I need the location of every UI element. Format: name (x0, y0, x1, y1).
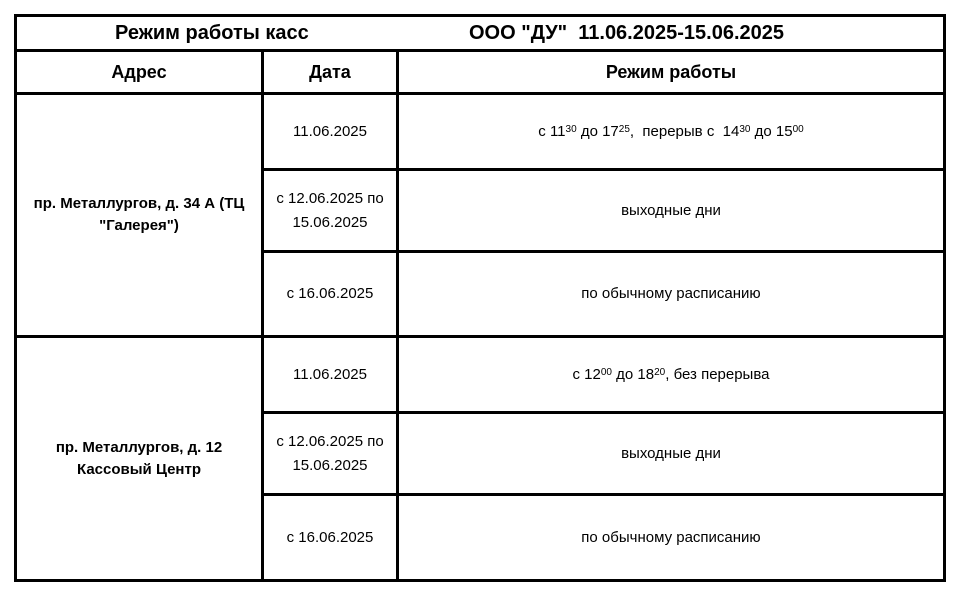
mode-cell: выходные дни (399, 414, 943, 496)
mode-cell: по обычному расписанию (399, 253, 943, 338)
table-title: Режим работы касс (115, 22, 309, 44)
date-cell: 11.06.2025 (264, 338, 399, 414)
column-header-address: Адрес (17, 52, 264, 95)
mode-cell (399, 338, 943, 414)
title-row (17, 17, 943, 52)
date-cell: 11.06.2025 (264, 95, 399, 171)
date-cell: с 12.06.2025 по 15.06.2025 (264, 414, 399, 496)
address-cell: пр. Металлургов, д. 34 А (ТЦ "Галерея") (17, 95, 264, 338)
company-period: ООО "ДУ" 11.06.2025-15.06.2025 (469, 22, 784, 44)
column-header-date: Дата (264, 52, 399, 95)
mode-cell: выходные дни (399, 171, 943, 253)
mode-text: с $11^{30}$ до $17^{25}$, перерыв с $14^{30}$ до $15^{00}$ (538, 122, 804, 140)
mode-cell (399, 95, 943, 171)
schedule-table (14, 14, 946, 582)
date-cell: с 16.06.2025 (264, 253, 399, 338)
mode-cell: по обычному расписанию (581, 528, 761, 546)
address-cell: пр. Металлургов, д. 12 Кассовый Центр (17, 338, 264, 579)
date-cell: с 16.06.2025 (264, 496, 399, 579)
mode-text: с $12^{00}$ до $18^{20}$, без перерыва (572, 365, 770, 383)
column-header-mode: Режим работы (399, 52, 943, 95)
date-cell: с 12.06.2025 по 15.06.2025 (264, 171, 399, 253)
